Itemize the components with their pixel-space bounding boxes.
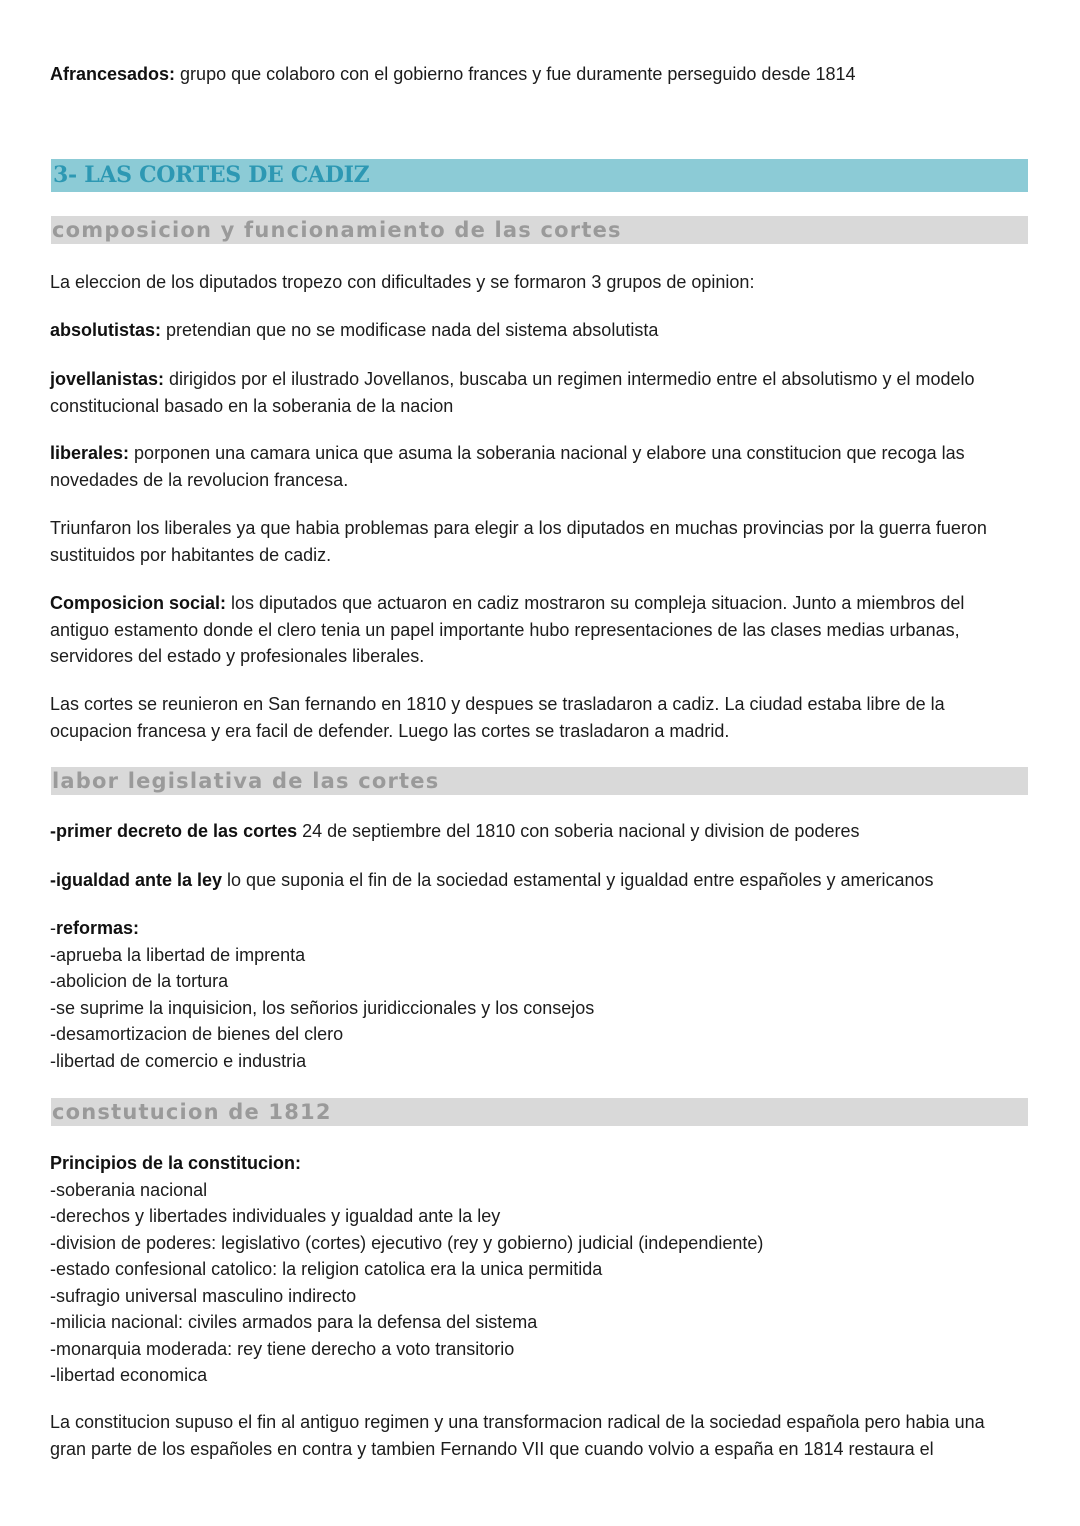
jovellanistas-text-2: constitucional basado en la soberania de la nacion (50, 395, 454, 416)
liberales-text-2: novedades de la revolucion francesa. (50, 469, 349, 490)
list-item: -libertad de comercio e industria (50, 1050, 307, 1071)
conclusion-line-1: La constitucion supuso el fin al antiguo regimen y una transformacion radical de la sociedad española pero habia una (50, 1412, 985, 1432)
triunfaron-paragraph (50, 515, 1030, 568)
list-item: -estado confesional catolico: la religion catolica era la unica permitida (50, 1259, 603, 1279)
subheading-constitucion-1812: constutucion de 1812 (51, 1098, 1028, 1126)
list-item: -derechos y libertades individuales y igualdad ante la ley (50, 1206, 501, 1226)
intro-paragraph: La eleccion de los diputados tropezo con dificultades y se formaron 3 grupos de opinion: (50, 272, 755, 292)
list-item: -soberania nacional (50, 1179, 208, 1200)
reformas-dash: - (50, 918, 56, 938)
igualdad-term: -igualdad ante la ley (50, 870, 223, 890)
reformas-term: reformas: (56, 918, 140, 938)
decreto-text: 24 de septiembre del 1810 con soberia nacional y division de poderes (297, 821, 860, 841)
composicion-term: Composicion social: (50, 593, 227, 613)
list-item: -sufragio universal masculino indirecto (50, 1285, 357, 1306)
list-item: -aprueba la libertad de imprenta (50, 944, 306, 965)
list-item: -libertad economica (50, 1365, 208, 1385)
composicion-text-2: antiguo estamento donde el clero tenia un papel importante hubo representaciones de las clases medias urbanas, (50, 619, 960, 640)
decreto-term: -primer decreto de las cortes (50, 821, 298, 841)
absolutistas-text: pretendian que no se modificase nada del sistema absolutista (161, 320, 659, 340)
igualdad-text: lo que suponia el fin de la sociedad estamental y igualdad entre españoles y americanos (222, 870, 934, 890)
list-item: -milicia nacional: civiles armados para la defensa del sistema (50, 1312, 538, 1332)
list-item: -division de poderes: legislativo (cortes) ejecutivo (rey y gobierno) judicial (independiente) (50, 1232, 764, 1253)
principios-term: Principios de la constitucion: (50, 1153, 302, 1173)
subheading-composicion: composicion y funcionamiento de las cortes (51, 216, 1028, 244)
reformas-list (50, 915, 1030, 1074)
list-item: -desamortizacion de bienes del clero (50, 1024, 344, 1044)
afrancesados-term: Afrancesados: (50, 64, 176, 84)
conclusion-line-2: gran parte de los españoles en contra y tambien Fernando VII que cuando volvio a españa en 1814 restaura el (50, 1438, 934, 1459)
list-item: -abolicion de la tortura (50, 971, 229, 991)
jovellanistas-paragraph (50, 366, 1030, 419)
reunion-line-2: ocupacion francesa y era facil de defender. Luego las cortes se trasladaron a madrid. (50, 720, 730, 741)
list-item: -se suprime la inquisicion, los señorios juridiccionales y los consejos (50, 997, 595, 1018)
decreto-paragraph (50, 818, 1030, 845)
absolutistas-term: absolutistas: (50, 320, 162, 340)
subheading-labor-legislativa: labor legislativa de las cortes (51, 767, 1028, 795)
section-heading-cortes-de-cadiz: 3- LAS CORTES DE CADIZ (51, 159, 1028, 192)
liberales-term: liberales: (50, 443, 130, 463)
absolutistas-paragraph (50, 317, 1030, 344)
afrancesados-paragraph (50, 61, 1030, 88)
liberales-paragraph (50, 440, 1030, 493)
liberales-text-1: porponen una camara unica que asuma la soberania nacional y elabore una constitucion que recoga las (129, 443, 965, 463)
principios-list (50, 1150, 1030, 1389)
reunion-paragraph (50, 691, 1030, 744)
list-item: -monarquia moderada: rey tiene derecho a voto transitorio (50, 1338, 515, 1359)
composicion-text-1: los diputados que actuaron en cadiz mostraron su compleja situacion. Junto a miembros del (226, 593, 965, 613)
triunfaron-line-2: sustituidos por habitantes de cadiz. (50, 544, 332, 565)
jovellanistas-term: jovellanistas: (50, 369, 165, 389)
composicion-social-paragraph (50, 590, 1030, 670)
jovellanistas-text-1: dirigidos por el ilustrado Jovellanos, buscaba un regimen intermedio entre el absolutismo y el modelo (164, 369, 975, 389)
igualdad-paragraph (50, 867, 1030, 894)
triunfaron-line-1: Triunfaron los liberales ya que habia problemas para elegir a los diputados en muchas provincias por la guerra fueron (50, 518, 987, 538)
afrancesados-text: grupo que colaboro con el gobierno frances y fue duramente perseguido desde 1814 (175, 64, 856, 84)
reunion-line-1: Las cortes se reunieron en San fernando en 1810 y despues se trasladaron a cadiz. La ciudad estaba libre de la (50, 694, 945, 714)
conclusion-paragraph (50, 1409, 1030, 1462)
composicion-text-3: servidores del estado y profesionales liberales. (50, 646, 425, 666)
